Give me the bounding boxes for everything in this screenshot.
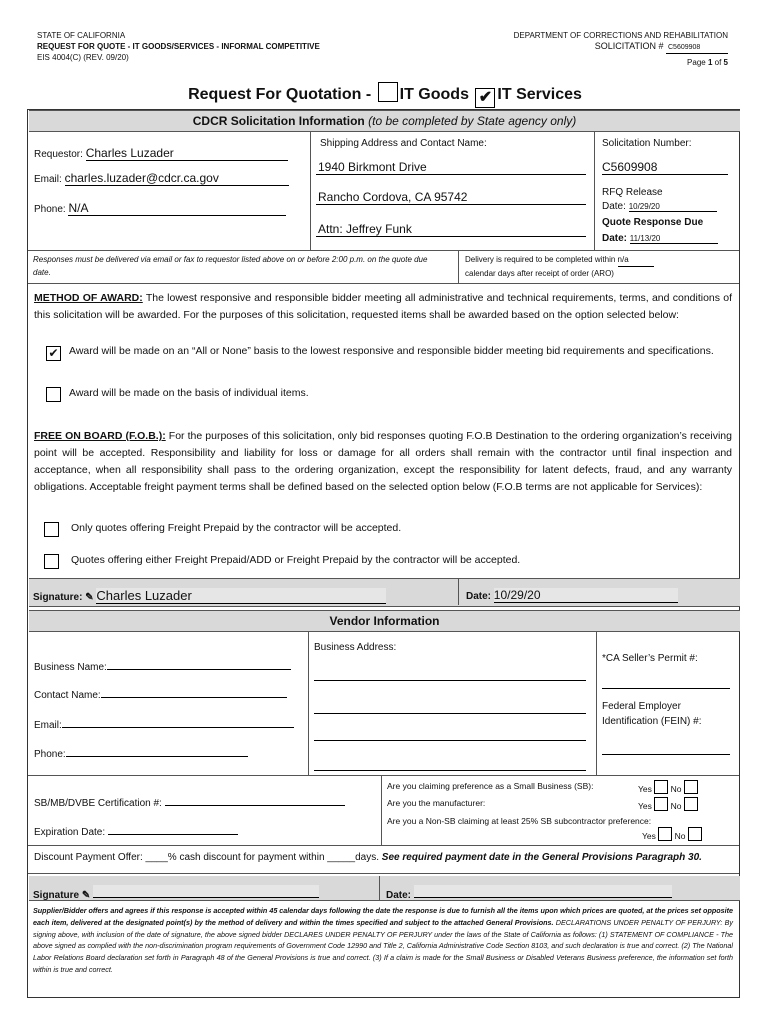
page-total: 5 <box>723 58 728 67</box>
form-frame <box>27 109 740 998</box>
contact-name-row <box>34 686 287 701</box>
award-option-2: Award will be made on the basis of individual items. <box>69 387 309 399</box>
solicitation-label: SOLICITATION # <box>594 41 664 51</box>
vendor-date-field[interactable] <box>414 885 672 898</box>
sol-number-field[interactable]: C5609908 <box>602 160 728 175</box>
page-of: of <box>714 58 722 67</box>
rfq-release-row <box>602 201 717 212</box>
quote-due-label: Quote Response Due <box>602 217 704 228</box>
fein-field[interactable] <box>602 754 730 755</box>
discount-text: Discount Payment Offer: ____% cash discount for payment within _____days. <box>34 852 380 863</box>
sellers-permit-field[interactable] <box>602 688 730 689</box>
quote-due-row <box>602 233 718 244</box>
department-name: DEPARTMENT OF CORRECTIONS AND REHABILITATION <box>513 31 728 40</box>
form-number: EIS 4004(C) (REV. 09/20) <box>37 53 129 62</box>
sb-no-checkbox[interactable] <box>684 780 698 794</box>
contact-name-field[interactable] <box>101 686 287 698</box>
requestor-label: Requestor: <box>34 149 83 160</box>
vendor-email-row <box>34 716 294 731</box>
delivery-days-field[interactable]: n/a <box>618 253 654 267</box>
cdcr-heading-note: (to be completed by State agency only) <box>368 114 577 128</box>
fob-text: For the purposes of this solicitation, only bid responses quoting F.O.B Destination to the ordering organization’s receiving point will be accepted. Responsibility and liability for loss or damage for all orders shall remain with the contractor until final inspection and acceptance, when all responsibility shall pass to the ordering organization, except the responsibility for latent defects, fraud, and any warranty obligations. Acceptable freight payment terms shall be defined based on the selected option below (F.O.B terms are not applicable for Services): <box>34 430 732 493</box>
signature-date-row <box>466 588 678 603</box>
shipping-label: Shipping Address and Contact Name: <box>320 138 487 149</box>
vendor-phone-field[interactable] <box>66 745 248 757</box>
business-name-field[interactable] <box>107 658 291 670</box>
shipping-attn[interactable]: Attn: Jeffrey Funk <box>316 222 586 237</box>
vendor-date-label: Date: <box>386 890 412 901</box>
certification-row <box>34 794 345 809</box>
contact-name-label: Contact Name: <box>34 690 101 701</box>
requestor-row <box>34 146 288 161</box>
expiration-label: Expiration Date: <box>34 827 106 838</box>
phone-row <box>34 201 286 216</box>
q-manufacturer: Are you the manufacturer: <box>387 798 486 808</box>
nonsb-yes-label: Yes <box>642 831 656 841</box>
agency-name: STATE OF CALIFORNIA <box>37 31 126 40</box>
legal-regular-text: DECLARATIONS UNDER PENALTY OF PERJURY: By signing above, with inclusion of the date of signature, the above signed bidder DECLARES UNDER PENALTY OF PERJURY under the laws of the State of California as follows: (1) STATEMENT OF COMPLIANCE - The above signed as complied with the non-discrimination program requirements of Government Code 12990 and Title 2, California Administrative Code Section 8103, and such declaration is true and correct. (2) The National Labor Relations Board declaration set forth in Paragraph 48 of the General Provisions is true and correct. (3) If a claim is made for the Small Business or Disabled Veterans Business preference, the information set forth within is true and correct. <box>33 917 734 974</box>
it-goods-label: IT Goods <box>399 86 469 103</box>
it-services-checkbox[interactable]: ✔ <box>475 88 495 108</box>
fob-freight-add-checkbox[interactable] <box>44 554 59 569</box>
pen-icon: ✎ <box>85 592 94 603</box>
form-header-left <box>37 30 320 63</box>
nonsb-yes-checkbox[interactable] <box>658 827 672 841</box>
expiration-field[interactable] <box>108 823 238 835</box>
shipping-address-line2[interactable]: Rancho Cordova, CA 95742 <box>316 190 586 205</box>
page-indicator <box>687 58 728 67</box>
sb-no-label: No <box>670 784 682 794</box>
signature-label: Signature: <box>33 592 83 603</box>
business-address-line3[interactable] <box>314 740 586 741</box>
cdcr-section-header <box>29 110 740 132</box>
legal-declaration <box>33 905 733 976</box>
sb-yes-checkbox[interactable] <box>654 780 668 794</box>
discount-note: See required payment date in the General Provisions Paragraph 30. <box>381 852 702 863</box>
solicitation-line <box>514 41 728 54</box>
delivery-prefix: Delivery is required to be completed within <box>465 255 616 264</box>
award-heading: METHOD OF AWARD: <box>34 292 143 304</box>
q-small-business: Are you claiming preference as a Small Business (SB): <box>387 781 594 791</box>
requestor-phone-field[interactable]: N/A <box>68 201 286 216</box>
vendor-phone-label: Phone: <box>34 749 66 760</box>
mfr-yes-checkbox[interactable] <box>654 797 668 811</box>
signature-date-label: Date: <box>466 591 492 602</box>
certification-field[interactable] <box>165 794 345 806</box>
mfr-no-checkbox[interactable] <box>684 797 698 811</box>
it-services-label: IT Services <box>497 86 582 103</box>
method-of-award-paragraph <box>34 290 732 324</box>
vendor-pen-icon: ✎ <box>81 890 91 901</box>
shipping-address-line1[interactable]: 1940 Birkmont Drive <box>316 160 586 175</box>
email-row <box>34 171 289 186</box>
vendor-email-label: Email: <box>34 720 62 731</box>
vendor-signature-field[interactable] <box>93 885 319 898</box>
rfq-release-date-field[interactable]: 10/29/20 <box>629 202 717 212</box>
delivery-note <box>465 253 735 280</box>
signature-date-field[interactable]: 10/29/20 <box>494 588 678 603</box>
q-non-sb: Are you a Non-SB claiming at least 25% SB subcontractor preference: <box>387 816 652 826</box>
requestor-field[interactable]: Charles Luzader <box>86 146 288 161</box>
business-name-row <box>34 658 291 673</box>
quote-date-label: Date: <box>602 233 628 244</box>
page-title <box>0 82 770 108</box>
fob-paragraph <box>34 428 732 496</box>
discount-row <box>34 852 702 863</box>
award-text: The lowest responsive and responsible bidder meeting all administrative and technical requirements, terms, and conditions of this solicitation will be awarded. For the purposes of this solicitation, requested items shall be awarded based on the option selected below: <box>34 292 733 321</box>
vendor-email-field[interactable] <box>62 716 294 728</box>
fob-heading: FREE ON BOARD (F.O.B.): <box>34 430 166 442</box>
title-prefix: Request For Quotation - <box>188 86 372 103</box>
q-non-sb-answer <box>642 827 702 841</box>
fob-freight-prepaid-checkbox[interactable] <box>44 522 59 537</box>
fob-option-1: Only quotes offering Freight Prepaid by the contractor will be accepted. <box>71 522 402 534</box>
nonsb-no-checkbox[interactable] <box>688 827 702 841</box>
page-prefix: Page <box>687 58 706 67</box>
solicitation-field[interactable]: C5609908 <box>666 42 728 54</box>
vendor-section-header: Vendor Information <box>29 610 740 632</box>
sellers-permit-label: *CA Seller’s Permit #: <box>602 653 698 664</box>
it-goods-checkbox[interactable] <box>378 82 398 102</box>
vendor-phone-row <box>34 745 248 760</box>
responses-note: Responses must be delivered via email or fax to requestor listed above on or before 2:00 p.m. on the quote due date. <box>33 255 428 277</box>
legal-bold-text: Supplier/Bidder offers and agrees if this response is accepted within 45 calendar days following the date the response is due to furnish all the items upon which prices are quoted, at the prices set opposite each item, delivered at the designated point(s) by the method of delivery and within the times specified and subject to the attached General Provisions. <box>33 906 734 927</box>
award-option-1: Award will be made on an “All or None” basis to the lowest responsive and responsible bidder meeting bid requirements and specifications. <box>69 345 714 357</box>
business-name-label: Business Name: <box>34 662 107 673</box>
mfr-yes-label: Yes <box>638 801 652 811</box>
page-current: 1 <box>707 58 713 67</box>
rfq-release-label: RFQ Release <box>602 187 663 198</box>
sb-yes-label: Yes <box>638 784 652 794</box>
fob-option-2: Quotes offering either Freight Prepaid/ADD or Freight Prepaid by the contractor will be accepted. <box>71 554 521 566</box>
sol-number-label: Solicitation Number: <box>602 138 692 149</box>
signature-field[interactable]: Charles Luzader <box>96 588 386 604</box>
business-address-line1[interactable] <box>314 680 586 681</box>
vendor-signature-row <box>33 885 319 901</box>
business-address-line4[interactable] <box>314 770 586 771</box>
certification-label: SB/MB/DVBE Certification #: <box>34 798 162 809</box>
mfr-no-label: No <box>670 801 682 811</box>
vendor-date-row <box>386 885 672 901</box>
form-header-right <box>514 30 728 54</box>
q-small-business-answer <box>638 780 698 794</box>
cdcr-heading: CDCR Solicitation Information <box>192 114 365 128</box>
form-title: REQUEST FOR QUOTE - IT GOODS/SERVICES - INFORMAL COMPETITIVE <box>37 42 320 51</box>
rfq-date-label: Date: <box>602 201 626 212</box>
fein-label: Federal Employer Identification (FEIN) #: <box>602 701 702 727</box>
vendor-signature-label: Signature <box>33 890 80 901</box>
business-address-label: Business Address: <box>314 642 397 653</box>
phone-label: Phone: <box>34 204 66 215</box>
award-individual-items-checkbox[interactable] <box>46 387 61 402</box>
quote-due-date-field[interactable]: 11/13/20 <box>630 234 718 244</box>
signature-row <box>33 588 386 604</box>
business-address-line2[interactable] <box>314 713 586 714</box>
nonsb-no-label: No <box>674 831 686 841</box>
delivery-suffix: calendar days after receipt of order (ARO) <box>465 269 614 278</box>
q-manufacturer-answer <box>638 797 698 811</box>
requestor-email-field[interactable]: charles.luzader@cdcr.ca.gov <box>65 171 289 186</box>
expiration-row <box>34 823 238 838</box>
email-label: Email: <box>34 174 62 185</box>
award-all-or-none-checkbox[interactable]: ✔ <box>46 346 61 361</box>
